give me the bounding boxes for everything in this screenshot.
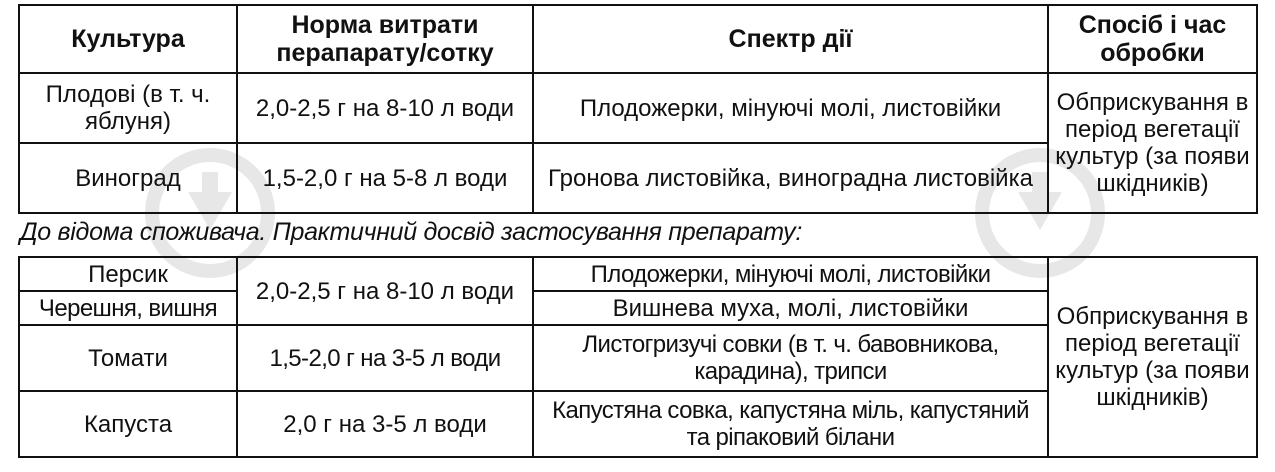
rate-cell: 1,5-2,0 г на 3-5 л води xyxy=(237,325,533,391)
header-rate: Норма витрати перапарату/сотку xyxy=(237,5,533,73)
header-spectrum: Спектр дії xyxy=(533,5,1048,73)
crop-cell: Плодові (в т. ч. яблуня) xyxy=(19,73,237,143)
consumer-note: До відома споживача. Практичний досвід застосування препарату: xyxy=(20,218,803,246)
rate-cell: 2,0 г на 3-5 л води xyxy=(237,391,533,457)
table-header-row xyxy=(19,5,1257,73)
crop-cell: Томати xyxy=(19,325,237,391)
application-table xyxy=(18,4,1258,214)
spectrum-cell: Листогризучі совки (в т. ч. бавовникова, карадина), трипси xyxy=(533,325,1048,391)
method-cell: Обприскування в період вегетації культур (за появи шкідників) xyxy=(1048,257,1257,457)
crop-cell: Персик xyxy=(19,257,237,291)
crop-cell: Виноград xyxy=(19,143,237,213)
header-method: Спосіб і час обробки xyxy=(1048,5,1257,73)
rate-cell: 1,5-2,0 г на 5-8 л води xyxy=(237,143,533,213)
crop-cell: Капуста xyxy=(19,391,237,457)
table-row xyxy=(19,257,1257,291)
method-cell: Обприскування в період вегетації культур (за появи шкідників) xyxy=(1048,73,1257,213)
rate-cell: 2,0-2,5 г на 8-10 л води xyxy=(237,73,533,143)
spectrum-cell: Гронова листовійка, виноградна листовійка xyxy=(533,143,1048,213)
rate-cell: 2,0-2,5 г на 8-10 л води xyxy=(237,257,533,325)
experience-table xyxy=(18,256,1258,458)
spectrum-cell: Плодожерки, мінуючі молі, листовійки xyxy=(533,73,1048,143)
spectrum-cell: Плодожерки, мінуючі молі, листовійки xyxy=(533,257,1048,291)
spectrum-cell: Капустяна совка, капустяна міль, капустяний та ріпаковий білани xyxy=(533,391,1048,457)
header-crop: Культура xyxy=(19,5,237,73)
spectrum-cell: Вишнева муха, молі, листовійки xyxy=(533,291,1048,325)
crop-cell: Черешня, вишня xyxy=(19,291,237,325)
table-row xyxy=(19,73,1257,143)
